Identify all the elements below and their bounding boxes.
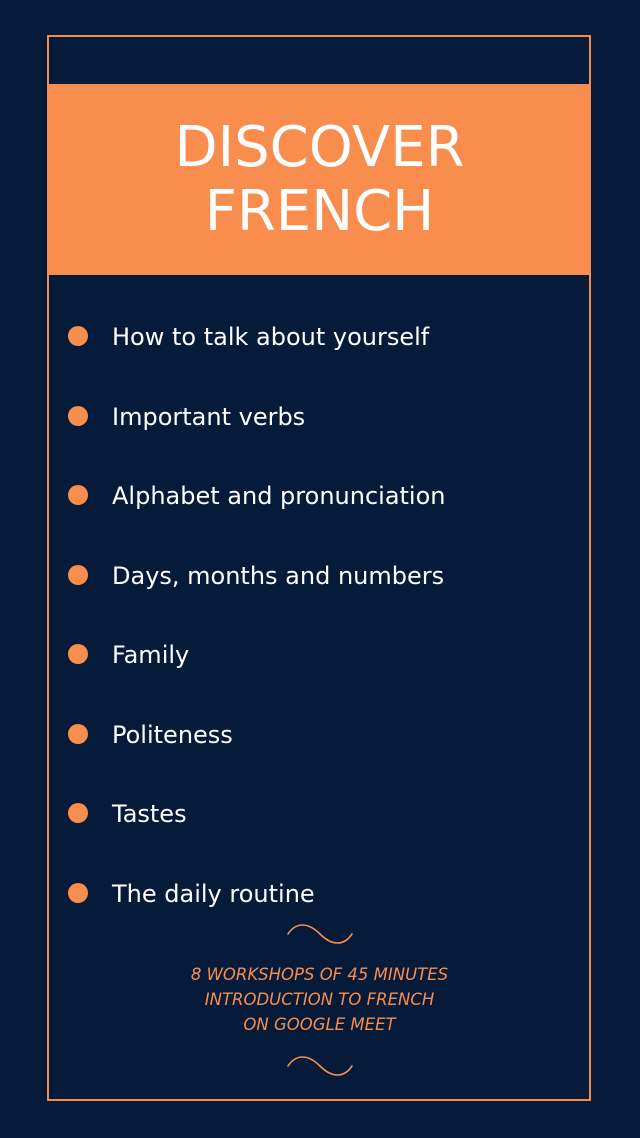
workshop-info [48, 962, 591, 1037]
topic-label: Alphabet and pronunciation [112, 482, 446, 510]
list-item [68, 468, 588, 548]
topic-label: Family [112, 641, 190, 669]
list-item [68, 548, 588, 628]
platform-line: ON GOOGLE MEET [243, 1015, 396, 1034]
topic-label: Important verbs [112, 402, 306, 431]
wave-divider-bottom-icon [286, 1054, 354, 1078]
course-title-line: INTRODUCTION TO FRENCH [204, 990, 435, 1009]
topic-label: Tastes [112, 800, 187, 828]
bullet-dot-icon [68, 883, 88, 903]
topic-label: The daily routine [112, 879, 315, 908]
list-item [68, 707, 588, 787]
bullet-dot-icon [68, 406, 88, 426]
list-item [68, 786, 588, 866]
bullet-dot-icon [68, 803, 88, 823]
title-line-discover: DISCOVER [174, 114, 465, 180]
bullet-dot-icon [68, 565, 88, 585]
bullet-dot-icon [68, 326, 88, 346]
list-item [68, 309, 588, 389]
topic-label: Days, months and numbers [112, 561, 445, 590]
list-item [68, 627, 588, 707]
title-banner [48, 84, 591, 275]
bullet-dot-icon [68, 485, 88, 505]
bullet-dot-icon [68, 644, 88, 664]
list-item [68, 389, 588, 469]
workshop-count-line: 8 WORKSHOPS OF 45 MINUTES [190, 965, 449, 984]
wave-divider-top-icon [286, 922, 354, 946]
title-line-french: FRENCH [204, 178, 435, 244]
topic-label: How to talk about yourself [112, 323, 430, 351]
bullet-dot-icon [68, 724, 88, 744]
topic-list [68, 309, 588, 945]
topic-label: Politeness [112, 720, 233, 749]
